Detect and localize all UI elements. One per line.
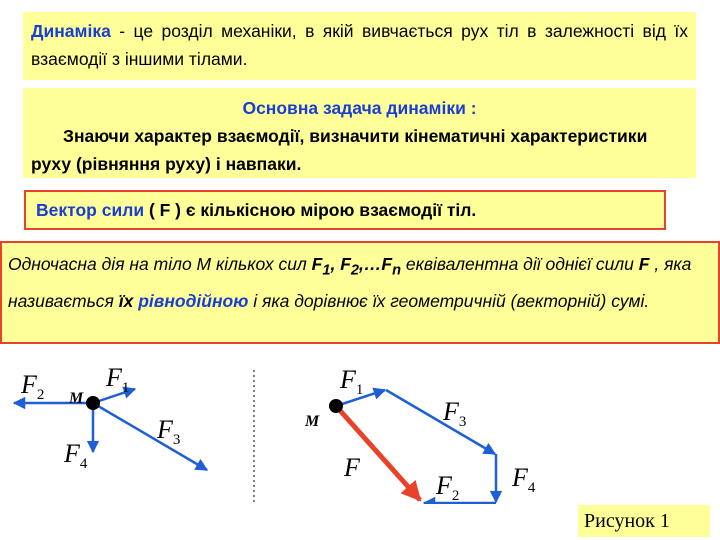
point-m-label-right: M — [305, 413, 320, 430]
force-list — [311, 254, 401, 279]
f1-label-right: $F_1$ — [340, 365, 364, 398]
point-m — [86, 396, 100, 410]
definition-box — [23, 12, 696, 80]
f1-label-left: $F_1$ — [106, 363, 130, 396]
force-f3-arrow — [93, 403, 207, 470]
f1-sub-left: 1 — [121, 380, 130, 396]
force-sub-2: 2 — [350, 262, 359, 279]
f2-label-left: $F_2$ — [21, 370, 45, 403]
force-single: F — [638, 254, 650, 274]
definition-text: - це розділ механіки, в якій вивчається рух тіл в залежності від їх взаємодії з іншими тілами. — [31, 21, 688, 69]
main-task-box — [23, 88, 696, 178]
f3-sub-right: 3 — [458, 414, 467, 430]
f3-label-right: $F_3$ — [443, 397, 467, 430]
force-sep-1: , F — [330, 254, 351, 274]
main-task-heading: Основна задача динаміки : — [242, 98, 477, 118]
main-task-body: Знаючи характер взаємодії, визначити кінематичні характеристики руху (рівняння руху) і навпаки. — [31, 126, 648, 174]
resultant-text-3: , яка називається — [8, 254, 692, 311]
f4-label-right: $F_4$ — [512, 463, 536, 496]
f4-sub-right: 4 — [527, 480, 536, 496]
resultant-text-2: еквівалентна дії однієї сили — [400, 254, 639, 274]
force-vector-term: Вектор сили — [36, 200, 145, 220]
f4-label-left: $F_4$ — [64, 439, 88, 472]
f2-label-right: $F_2$ — [436, 471, 460, 504]
f1-sub-right: 1 — [355, 382, 364, 398]
f3-label-left: $F_3$ — [157, 415, 181, 448]
resultant-f-label: F — [344, 453, 360, 482]
resultant-term: рівнодійною — [138, 290, 249, 311]
f4-sub-left: 4 — [79, 456, 88, 472]
f2-sub-left: 2 — [36, 387, 45, 403]
f3-sub-left: 3 — [172, 432, 181, 448]
resultant-box — [0, 241, 720, 344]
resultant-text-4: і яка дорівнює їх геометричній (векторній) сумі. — [248, 290, 650, 311]
force-vector-text: ( F ) є кількісною мірою взаємодії тіл. — [144, 200, 477, 220]
force-sep-2: ,…F — [359, 254, 393, 274]
force-sub-1: 1 — [322, 262, 331, 279]
force-sub-n: n — [392, 262, 401, 279]
force-diagram — [0, 344, 720, 504]
force-vector-box — [24, 190, 666, 230]
point-m-label-left: M — [69, 390, 84, 407]
definition-term: Динаміка — [31, 21, 111, 41]
force-polygon-diagram — [304, 365, 536, 504]
point-m-right — [329, 399, 343, 413]
figure-caption: Рисунок 1 — [578, 505, 710, 537]
resultant-their: їх — [118, 290, 134, 311]
concurrent-forces-diagram — [14, 363, 207, 472]
resultant-text-1: Одночасна дія на тіло М кількох сил — [8, 254, 312, 274]
polygon-f3-arrow — [386, 390, 495, 454]
f2-sub-right: 2 — [451, 488, 460, 504]
force-f: F — [311, 254, 323, 274]
